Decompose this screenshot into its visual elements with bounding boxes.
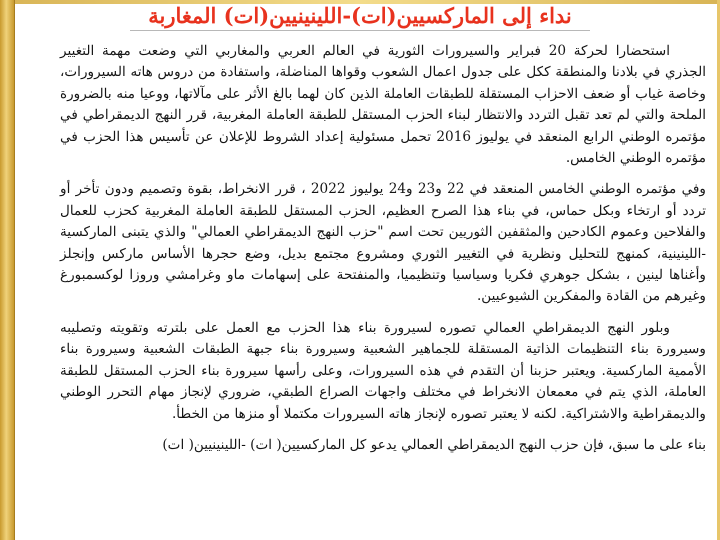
paragraph-text: استحضارا لحركة 20 فبراير والسيرورات الثورية في العالم العربي والمغاربي التي وضعت مهمة التغيير الجذري في بلادنا والمنطقة ككل على جدول اعمال الشعوب وقواها المناضلة، واستفادة من دروس هاته السيرورات، وخاصة غياب أو ضعف الاحزاب المستقلة للطبقات العاملة الذين كان لهما بالغ الأثر على مآلاتها، ووعيا منه بالضرورة الملحة والتي لم تعد تقبل التردد والانتظار لبناء الحزب المستقل للطبقة العاملة المغربية، قرر النهج الديمقراطي في مؤتمره الوطني الرابع المنعقد في يوليوز 2016 تحمل مسئولية إعداد الشروط للإعلان عن تأسيس هذا الحزب في مؤتمره الوطني الخامس. [60,43,706,167]
document-title: نداء إلى الماركسيين(ات)-اللينينيين(ات) المغاربة [148,3,572,28]
title-divider [130,30,590,31]
paragraph-text: بناء على ما سبق، فإن حزب النهج الديمقراطي العمالي يدعو كل الماركسيين( ات) -اللينينيين( ات) [162,436,706,453]
paragraph-fifth-congress [60,179,706,307]
paragraph-intro [60,41,706,169]
paragraph-text: وفي مؤتمره الوطني الخامس المنعقد في 22 و23 و24 يوليوز 2022 ، قرر الانخراط، بقوة وتصميم ودون تأخر أو تردد أو ارتخاء وبكل حماس، في بناء هذا الصرح العظيم، الحزب المستقل للطبقة العاملة المغربية كحزب للعمال والفلاحين وعموم الكادحين والمثقفين الثوريين تحت اسم "حزب النهج الديمقراطي العمالي" والذي يتبنى الماركسية -اللينينية، كمنهج للتحليل ونظرية في التغيير الثوري ومشروع مجتمع بديل، وضع حجرها الأساس ماركس وإنجلز وأغناها لينين ، بشكل جوهري فكريا وسياسيا وتنظيميا، والمنفتحة على إسهامات ماو وغرامشي وروزا لوكسمبورغ وغيرهم من القادة والمفكرين الشيوعيين. [60,181,706,305]
document-body [60,41,706,456]
paragraph-call [60,435,706,456]
decorative-gold-border [0,0,15,540]
paragraph-party-building [60,318,706,425]
paragraph-text: وبلور النهج الديمقراطي العمالي تصوره لسيرورة بناء هذا الحزب مع العمل على بلترته وتقويته وتصليبه وسيرورة بناء التنظيمات الذاتية المستقلة للجماهير الشعبية وسيرورة بناء جبهة الطبقات الشعبية وسيرورة بناء الأممية الماركسية. ويعتبر حزبنا أن التقدم في هذه السيرورات، وعلى رأسها سيرورة بناء الحزب المستقل للطبقة العاملة، الذي يتم في معمعان الانخراط في مختلف واجهات الصراع الطبقي، ضروري لإنجاز مهام التحرر الوطني والديمقراطية والاشتراكية. لكنه لا يعتبر تصوره لإنجاز هاته السيرورات مكتملا أو منزها من الخطأ. [60,319,706,422]
